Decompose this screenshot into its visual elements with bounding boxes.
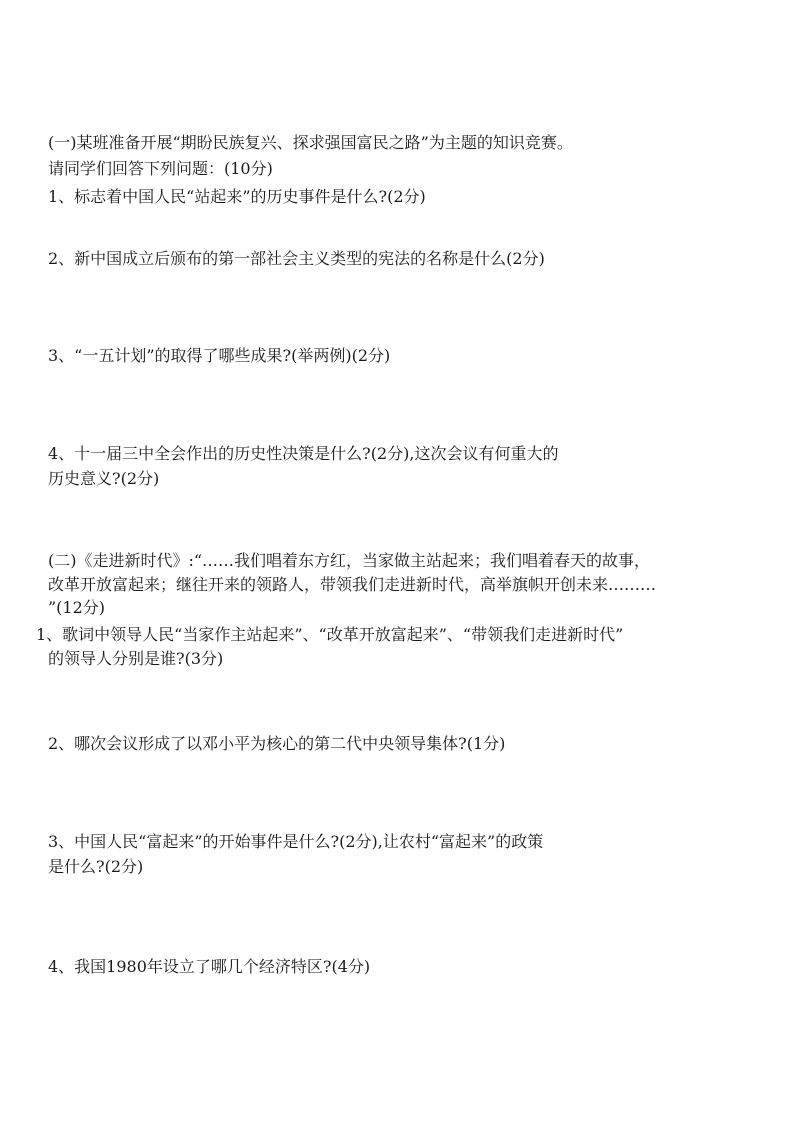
section-1-question-4-line-1: 4、十一届三中全会作出的历史性决策是什么?(2分),这次会议有何重大的 xyxy=(48,444,559,463)
section-1-question-4-line-2: 历史意义?(2分) xyxy=(48,469,160,488)
section-2-question-4: 4、我国1980年设立了哪几个经济特区?(4分) xyxy=(48,957,371,976)
section-2-question-1-line-1: 1、歌词中领导人民“当家作主站起来”、“改革开放富起来”、“带领我们走进新时代” xyxy=(36,625,624,644)
section-2-intro-line-1: (二)《走进新时代》:“……我们唱着东方红，当家做主站起来；我们唱着春天的故事， xyxy=(48,551,651,570)
section-2-question-2: 2、哪次会议形成了以邓小平为核心的第二代中央领导集体?(1分) xyxy=(48,734,506,753)
section-2-question-3-line-1: 3、中国人民“富起来”的开始事件是什么?(2分),让农村“富起来”的政策 xyxy=(48,832,544,851)
section-1-intro-line-1: (一)某班准备开展“期盼民族复兴、探求强国富民之路”为主题的知识竞赛。 xyxy=(48,133,573,152)
section-2-question-1-line-2: 的领导人分别是谁?(3分) xyxy=(48,649,224,668)
section-1-question-3: 3、“一五计划”的取得了哪些成果?(举两例)(2分) xyxy=(48,346,391,365)
section-2-question-3-line-2: 是什么?(2分) xyxy=(48,857,144,876)
section-1-intro-line-2: 请同学们回答下列问题：(10分) xyxy=(48,159,273,178)
section-1-question-2: 2、新中国成立后颁布的第一部社会主义类型的宪法的名称是什么(2分) xyxy=(48,249,545,268)
section-2-intro-line-2: 改革开放富起来；继往开来的领路人，带领我们走进新时代，高举旗帜开创未来……… xyxy=(48,575,657,594)
section-1-question-1: 1、标志着中国人民“站起来”的历史事件是什么?(2分) xyxy=(48,187,426,206)
section-2-intro-line-3: ”(12分) xyxy=(48,598,106,617)
